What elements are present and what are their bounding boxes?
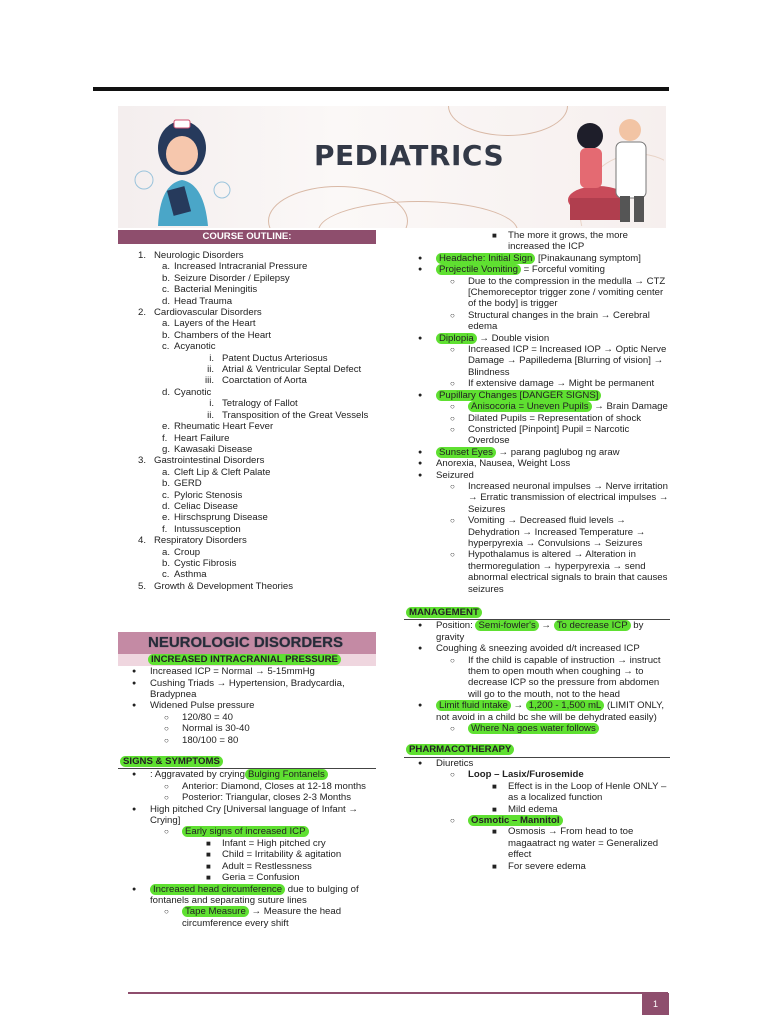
list-item <box>404 390 670 401</box>
bullet-dot-icon: ● <box>418 702 423 710</box>
outline-label: Coarctation of Aorta <box>222 375 307 387</box>
item-text: Anorexia, Nausea, Weight Loss <box>436 458 571 470</box>
outline-roman: i. <box>209 352 214 364</box>
item-text: Increased neuronal impulses → Nerve irritation → Erratic transmission of electrical impulses → Seizures <box>468 480 669 515</box>
pharmacotherapy-list <box>404 758 670 872</box>
bullet-circle-icon: ○ <box>164 827 169 837</box>
outline-subitem <box>118 512 376 523</box>
outline-label: Neurologic Disorders <box>154 250 244 261</box>
outline-subitem <box>118 478 376 489</box>
list-item <box>404 804 670 815</box>
outline-letter: b. <box>162 478 171 490</box>
outline-label: Cardiovascular Disorders <box>154 307 262 319</box>
outline-subitem <box>118 433 376 444</box>
list-item <box>404 620 670 643</box>
outline-label: Pyloric Stenosis <box>174 489 243 501</box>
course-outline-header: COURSE OUTLINE: <box>118 230 376 244</box>
bullet-dot-icon: ● <box>132 702 137 710</box>
list-item <box>404 470 670 481</box>
outline-subitem <box>118 547 376 558</box>
item-text: For severe edema <box>508 860 586 872</box>
list-item <box>404 413 670 424</box>
outline-number: 1. <box>138 250 147 261</box>
bullet-square-icon: ■ <box>492 804 497 814</box>
highlighted-text: Headache: Initial Sign <box>436 253 535 264</box>
highlighted-text: Early signs of increased ICP <box>182 826 309 837</box>
doctor-child-illustration-icon <box>548 108 664 226</box>
list-item <box>404 333 670 344</box>
item-text: [Pinakaunang symptom] <box>535 252 641 264</box>
bullet-dot-icon: ● <box>418 460 423 468</box>
list-item <box>118 678 376 701</box>
outline-roman: ii. <box>207 364 214 376</box>
bullet-square-icon: ■ <box>492 231 497 240</box>
item-text: If extensive damage → Might be permanent <box>468 378 655 390</box>
item-text: Due to the compression in the medulla → CTZ [Chemoreceptor trigger zone / vomiting center of the body] is trigger <box>468 275 666 310</box>
outline-letter: a. <box>162 261 171 273</box>
list-item <box>404 758 670 769</box>
icp-symptoms-list <box>404 230 670 595</box>
list-item <box>118 666 376 677</box>
outline-letter: a. <box>162 318 171 330</box>
outline-letter: d. <box>162 500 171 512</box>
highlighted-text: Anisocoria = Uneven Pupils <box>468 401 592 412</box>
outline-letter: b. <box>162 557 171 569</box>
bullet-square-icon: ■ <box>492 861 497 871</box>
highlighted-text: Tape Measure <box>182 906 249 917</box>
outline-label: Gastrointestinal Disorders <box>154 455 265 467</box>
list-item <box>404 815 670 826</box>
list-item <box>404 655 670 701</box>
item-text: → <box>510 700 526 712</box>
bullet-circle-icon: ○ <box>164 724 169 734</box>
outline-subitem <box>118 330 376 341</box>
list-item <box>404 769 670 780</box>
item-text: → <box>538 620 554 632</box>
outline-item <box>118 455 376 466</box>
item-text: Normal is 30-40 <box>182 723 250 735</box>
outline-label: Bacterial Meningitis <box>174 284 258 296</box>
item-text: = Forceful vomiting <box>520 264 605 276</box>
item-text: → Double vision <box>476 332 550 344</box>
outline-subitem <box>118 467 376 478</box>
list-item <box>404 264 670 275</box>
outline-item <box>118 581 376 592</box>
bullet-dot-icon: ● <box>132 668 137 676</box>
outline-label: GERD <box>174 478 202 490</box>
outline-label: Hirschsprung Disease <box>174 512 268 524</box>
outline-label: Celiac Disease <box>174 500 238 512</box>
bullet-circle-icon: ○ <box>164 781 169 791</box>
list-item <box>118 804 376 827</box>
outline-subitem <box>118 273 376 284</box>
signs-list <box>118 769 376 929</box>
outline-letter: g. <box>162 443 171 455</box>
item-text: (LIMIT ONLY, not avoid in a child bc she will be dehydrated easily) <box>436 700 664 723</box>
item-text: : Aggravated by crying <box>150 769 245 781</box>
item-text: Increased ICP = Increased IOP → Optic Nerve Damage → Papilledema [Blurring of vision] → Blindness <box>468 344 667 378</box>
outline-subitem <box>118 524 376 535</box>
bullet-circle-icon: ○ <box>450 402 455 412</box>
outline-roman: iii. <box>204 375 214 387</box>
outline-number: 4. <box>138 535 147 547</box>
bullet-dot-icon: ● <box>418 448 423 456</box>
list-item <box>404 861 670 872</box>
bullet-square-icon: ■ <box>206 873 211 883</box>
bullet-circle-icon: ○ <box>450 770 455 780</box>
outline-subitem <box>118 341 376 352</box>
outline-letter: d. <box>162 295 171 307</box>
highlighted-text: Pupillary Changes [DANGER SIGNS] <box>436 390 601 401</box>
bullet-dot-icon: ● <box>132 679 137 687</box>
bullet-dot-icon: ● <box>418 334 423 342</box>
right-column <box>404 230 670 872</box>
outline-label: Respiratory Disorders <box>154 535 247 547</box>
bullet-dot-icon: ● <box>132 885 137 893</box>
outline-label: Cystic Fibrosis <box>174 557 237 569</box>
item-text: → parang paglubog ng araw <box>495 446 620 458</box>
outline-subsubitem <box>118 375 376 386</box>
icp-subheading: INCREASED INTRACRANIAL PRESSURE <box>118 654 376 666</box>
outline-subsubitem <box>118 353 376 364</box>
bullet-dot-icon: ● <box>418 391 423 399</box>
outline-letter: f. <box>162 523 168 535</box>
item-text: Infant = High pitched cry <box>222 837 326 849</box>
list-item <box>404 401 670 412</box>
list-item <box>404 781 670 804</box>
item-text: Child = Irritability & agitation <box>222 849 342 861</box>
list-item <box>118 838 376 849</box>
outline-label: Asthma <box>174 569 207 581</box>
item-text: Hypothalamus is altered → Alteration in thermoregulation → hyperpyrexia → send abnormal electrical signals to brain that causes seizures <box>468 549 668 595</box>
bullet-square-icon: ■ <box>492 781 497 791</box>
list-item <box>404 253 670 264</box>
bold-text: Loop – Lasix/Furosemide <box>468 769 584 781</box>
item-text: Cushing Triads → Hypertension, Bradycardia, Bradypnea <box>150 677 345 700</box>
list-item <box>118 723 376 734</box>
bullet-circle-icon: ○ <box>450 276 455 286</box>
highlighted-text: Increased head circumference <box>150 884 285 895</box>
highlighted-text: Semi-fowler's <box>475 620 538 631</box>
list-item <box>404 549 670 595</box>
outline-letter: f. <box>162 432 168 444</box>
list-item <box>118 781 376 792</box>
list-item <box>118 884 376 907</box>
list-item <box>404 700 670 723</box>
management-list <box>404 620 670 734</box>
list-item <box>118 792 376 803</box>
item-text: → Measure the head circumference every shift <box>182 906 342 929</box>
top-rule <box>93 87 669 91</box>
page-title: PEDIATRICS <box>314 139 505 172</box>
outline-label: Intussusception <box>174 523 241 535</box>
outline-subitem <box>118 558 376 569</box>
outline-subitem <box>118 444 376 455</box>
list-item <box>404 723 670 734</box>
item-text: Adult = Restlessness <box>222 860 312 872</box>
item-text: Osmosis → From head to toe magaatract ng water = Generalized effect <box>508 826 659 861</box>
highlighted-text: Sunset Eyes <box>436 447 496 458</box>
pharmacotherapy-header: PHARMACOTHERAPY <box>404 742 670 757</box>
bullet-square-icon: ■ <box>492 827 497 837</box>
outline-number: 3. <box>138 455 147 467</box>
bullet-circle-icon: ○ <box>450 655 455 665</box>
list-item <box>118 906 376 929</box>
outline-subsubitem <box>118 364 376 375</box>
title-banner <box>118 106 666 228</box>
management-header: MANAGEMENT <box>404 605 670 620</box>
list-item <box>404 481 670 515</box>
bullet-square-icon: ■ <box>206 861 211 871</box>
signs-symptoms-header: SIGNS & SYMPTOMS <box>118 754 376 769</box>
outline-label: Chambers of the Heart <box>174 329 272 341</box>
outline-letter: c. <box>162 284 170 296</box>
outline-letter: e. <box>162 512 171 524</box>
outline-label: Head Trauma <box>174 295 233 307</box>
outline-subitem <box>118 318 376 329</box>
list-item <box>404 515 670 549</box>
bullet-dot-icon: ● <box>132 805 137 813</box>
highlighted-text: Limit fluid intake <box>436 700 511 711</box>
bullet-dot-icon: ● <box>418 759 423 767</box>
outline-letter: d. <box>162 386 171 398</box>
footer-rule <box>128 992 668 994</box>
outline-label: Tetralogy of Fallot <box>222 398 298 410</box>
bullet-square-icon: ■ <box>206 850 211 860</box>
bullet-circle-icon: ○ <box>450 516 455 526</box>
left-column <box>118 230 376 929</box>
icp-list <box>118 666 376 746</box>
outline-letter: b. <box>162 272 171 284</box>
list-item <box>404 643 670 654</box>
list-item <box>404 458 670 469</box>
list-item <box>404 424 670 447</box>
outline-subitem <box>118 569 376 580</box>
outline-label: Transposition of the Great Vessels <box>222 409 369 421</box>
bullet-square-icon: ■ <box>206 838 211 848</box>
highlighted-text: Where Na goes water follows <box>468 723 599 734</box>
item-text: 120/80 = 40 <box>182 711 233 723</box>
bullet-circle-icon: ○ <box>450 724 455 734</box>
list-item <box>404 378 670 389</box>
outline-subitem <box>118 296 376 307</box>
list-item <box>118 849 376 860</box>
outline-item <box>118 250 376 261</box>
bullet-dot-icon: ● <box>418 254 423 262</box>
item-text: Vomiting → Decreased fluid levels → Dehydration → Increased Temperature → hyperpyrexia → Convulsions → Seizures <box>468 515 646 549</box>
outline-item <box>118 535 376 546</box>
item-text: The more it grows, the more increased the ICP <box>508 230 628 253</box>
outline-roman: i. <box>209 398 214 410</box>
bullet-dot-icon: ● <box>418 471 423 479</box>
item-text: Mild edema <box>508 803 558 815</box>
outline-label: Rheumatic Heart Fever <box>174 421 274 433</box>
item-text: Increased ICP = Normal → 5-15mmHg <box>150 666 315 678</box>
highlighted-text: Projectile Vomiting <box>436 264 521 275</box>
highlighted-text: Bulging Fontanels <box>245 769 328 780</box>
bullet-circle-icon: ○ <box>450 310 455 320</box>
item-text: Anterior: Diamond, Closes at 12-18 months <box>182 780 366 792</box>
list-item <box>118 700 376 711</box>
outline-letter: c. <box>162 569 170 581</box>
bullet-circle-icon: ○ <box>450 345 455 355</box>
list-item <box>118 712 376 723</box>
list-item <box>118 735 376 746</box>
outline-item <box>118 307 376 318</box>
outline-number: 5. <box>138 580 147 592</box>
list-item <box>118 861 376 872</box>
item-text: Diuretics <box>436 757 474 769</box>
outline-label: Cyanotic <box>174 386 212 398</box>
highlighted-text: To decrease ICP <box>554 620 631 631</box>
list-item <box>404 826 670 860</box>
highlighted-text: 1,200 - 1,500 mL <box>526 700 605 711</box>
bullet-circle-icon: ○ <box>450 413 455 423</box>
item-text: by gravity <box>436 620 644 643</box>
outline-subsubitem <box>118 398 376 409</box>
list-item <box>404 310 670 333</box>
outline-letter: c. <box>162 341 170 353</box>
item-text: Seizured <box>436 469 474 481</box>
outline-number: 2. <box>138 307 147 319</box>
item-text: Coughing & sneezing avoided d/t increased ICP <box>436 643 640 655</box>
outline-label: Increased Intracranial Pressure <box>174 261 308 273</box>
bullet-circle-icon: ○ <box>164 712 169 722</box>
highlighted-text: Diplopia <box>436 333 477 344</box>
bullet-circle-icon: ○ <box>450 424 455 434</box>
item-text: Dilated Pupils = Representation of shock <box>468 412 642 424</box>
page-number: 1 <box>642 993 669 1015</box>
outline-subitem <box>118 421 376 432</box>
outline-subitem <box>118 387 376 398</box>
item-text: due to bulging of fontanels and separating suture lines <box>150 883 359 906</box>
item-text: Structural changes in the brain → Cerebral edema <box>468 309 650 333</box>
bullet-circle-icon: ○ <box>164 793 169 803</box>
outline-letter: c. <box>162 489 170 501</box>
bullet-circle-icon: ○ <box>450 815 455 825</box>
item-text: Constricted [Pinpoint] Pupil = Narcotic Overdose <box>468 423 630 447</box>
outline-label: Heart Failure <box>174 432 230 444</box>
item-text: Posterior: Triangular, closes 2-3 Months <box>182 792 352 804</box>
outline-letter: b. <box>162 329 171 341</box>
item-text: → Brain Damage <box>591 401 668 413</box>
bullet-circle-icon: ○ <box>450 481 455 491</box>
list-item <box>404 344 670 378</box>
bullet-dot-icon: ● <box>132 771 137 779</box>
outline-label: Seizure Disorder / Epilepsy <box>174 272 290 284</box>
outline-subitem <box>118 261 376 272</box>
outline-roman: ii. <box>207 409 214 421</box>
list-item <box>404 447 670 458</box>
outline-letter: a. <box>162 466 171 478</box>
bullet-circle-icon: ○ <box>164 907 169 917</box>
item-text: If the child is capable of instruction → instruct them to open mouth when coughing → to decrease ICP so the pressure from abdomen will go to the mouth, not to the head <box>468 654 661 700</box>
bullet-dot-icon: ● <box>418 645 423 653</box>
highlighted-bold-text: Osmotic – Mannitol <box>468 815 563 826</box>
list-item <box>118 769 376 780</box>
outline-subitem <box>118 490 376 501</box>
course-outline-list <box>118 244 376 592</box>
outline-label: Cleft Lip & Cleft Palate <box>174 466 271 478</box>
outline-label: Atrial & Ventricular Septal Defect <box>222 364 362 376</box>
nurse-illustration-icon <box>130 110 235 226</box>
outline-label: Kawasaki Disease <box>174 443 253 455</box>
neurologic-disorders-heading: NEUROLOGIC DISORDERS <box>118 632 376 654</box>
outline-label: Patent Ductus Arteriosus <box>222 352 328 364</box>
list-item <box>118 826 376 837</box>
bullet-circle-icon: ○ <box>450 550 455 560</box>
outline-label: Layers of the Heart <box>174 318 256 330</box>
item-text: Geria = Confusion <box>222 872 300 884</box>
item-text: Widened Pulse pressure <box>150 700 255 712</box>
item-text: Effect is in the Loop of Henle ONLY – as a localized function <box>508 780 667 804</box>
bullet-dot-icon: ● <box>418 622 423 630</box>
bullet-dot-icon: ● <box>418 266 423 274</box>
outline-letter: a. <box>162 546 171 558</box>
bullet-circle-icon: ○ <box>450 379 455 389</box>
item-text: Position: <box>436 620 476 632</box>
outline-label: Croup <box>174 546 201 558</box>
bullet-circle-icon: ○ <box>164 735 169 745</box>
outline-label: Acyanotic <box>174 341 216 353</box>
outline-subsubitem <box>118 410 376 421</box>
list-item <box>404 276 670 310</box>
outline-subitem <box>118 284 376 295</box>
list-item <box>118 872 376 883</box>
item-text: High pitched Cry [Universal language of Infant → Crying] <box>150 803 358 827</box>
outline-label: Growth & Development Theories <box>154 580 293 592</box>
list-item <box>404 230 670 253</box>
item-text: 180/100 = 80 <box>182 734 239 746</box>
outline-letter: e. <box>162 421 171 433</box>
outline-subitem <box>118 501 376 512</box>
